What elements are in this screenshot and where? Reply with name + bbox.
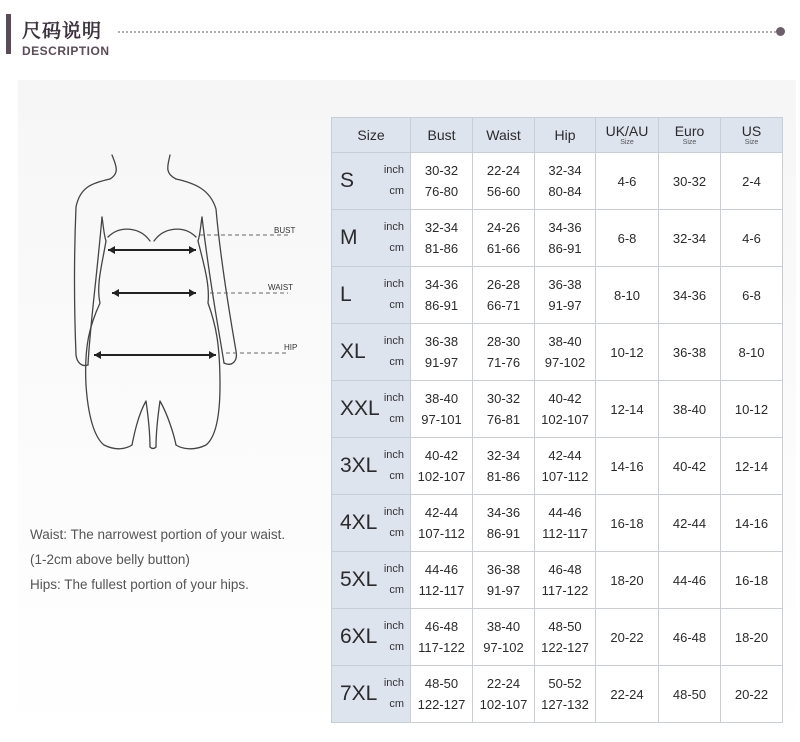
unit-labels: inch cm [383, 221, 404, 254]
header-size: Size [332, 118, 411, 153]
size-label: 3XL [340, 454, 378, 477]
size-cell [332, 666, 411, 723]
right-armpit [198, 217, 202, 241]
body-measurement-figure [60, 145, 320, 465]
hip-cell: 46-48 117-122 [535, 552, 596, 609]
waist-label: WAIST [268, 283, 294, 292]
size-label: XXL [340, 397, 380, 420]
size-cell [332, 324, 411, 381]
unit-labels: inch cm [383, 620, 404, 653]
bust-cell: 30-32 76-80 [411, 153, 473, 210]
right-leg-inner [156, 401, 176, 447]
uk-au-cell: 8-10 [596, 267, 659, 324]
unit-labels: inch cm [383, 335, 404, 368]
us-cell: 2-4 [721, 153, 783, 210]
uk-au-cell: 22-24 [596, 666, 659, 723]
size-label: 4XL [340, 511, 378, 534]
us-cell: 8-10 [721, 324, 783, 381]
header-uk-au: UK/AU Size [596, 118, 659, 153]
table-header-row [332, 118, 783, 153]
hip-cell: 38-40 97-102 [535, 324, 596, 381]
header-euro: Euro Size [659, 118, 721, 153]
size-cell [332, 153, 411, 210]
left-arm-outer [75, 179, 111, 366]
crotch-line [150, 447, 156, 449]
euro-cell: 32-34 [659, 210, 721, 267]
bust-cell: 42-44 107-112 [411, 495, 473, 552]
size-cell [332, 381, 411, 438]
header-us: US Size [721, 118, 783, 153]
uk-au-cell: 14-16 [596, 438, 659, 495]
table-row [332, 324, 783, 381]
table-row [332, 210, 783, 267]
size-label: 7XL [340, 682, 378, 705]
bust-cell: 44-46 112-117 [411, 552, 473, 609]
table-row [332, 666, 783, 723]
unit-labels: inch cm [383, 563, 404, 596]
bust-cell: 32-34 81-86 [411, 210, 473, 267]
unit-labels: inch cm [383, 449, 404, 482]
hip-cell: 42-44 107-112 [535, 438, 596, 495]
uk-au-cell: 16-18 [596, 495, 659, 552]
size-cell [332, 210, 411, 267]
header-waist: Waist [473, 118, 535, 153]
measurement-notes [30, 522, 330, 597]
header-hip: Hip [535, 118, 596, 153]
size-cell [332, 609, 411, 666]
hip-cell: 44-46 112-117 [535, 495, 596, 552]
hip-cell: 50-52 127-132 [535, 666, 596, 723]
table-row [332, 153, 783, 210]
euro-cell: 44-46 [659, 552, 721, 609]
hip-cell: 34-36 86-91 [535, 210, 596, 267]
euro-cell: 36-38 [659, 324, 721, 381]
euro-cell: 40-42 [659, 438, 721, 495]
us-cell: 18-20 [721, 609, 783, 666]
header-bust: Bust [411, 118, 473, 153]
note-waist: Waist: The narrowest portion of your waist. [30, 527, 286, 542]
waist-cell: 34-36 86-91 [473, 495, 535, 552]
size-cell [332, 495, 411, 552]
waist-cell: 30-32 76-81 [473, 381, 535, 438]
waist-cell: 22-24 102-107 [473, 666, 535, 723]
bust-label: BUST [274, 226, 296, 235]
us-cell: 10-12 [721, 381, 783, 438]
us-cell: 12-14 [721, 438, 783, 495]
right-arm-outer [176, 179, 236, 364]
uk-au-cell: 10-12 [596, 324, 659, 381]
waist-cell: 38-40 97-102 [473, 609, 535, 666]
table-row [332, 381, 783, 438]
hip-cell: 40-42 102-107 [535, 381, 596, 438]
left-arm-inner [88, 217, 102, 365]
euro-cell: 42-44 [659, 495, 721, 552]
euro-cell: 48-50 [659, 666, 721, 723]
bust-cell: 46-48 117-122 [411, 609, 473, 666]
header-dotted-line [118, 31, 776, 33]
us-cell: 4-6 [721, 210, 783, 267]
torso-right-side [176, 241, 220, 449]
right-arm-inner [202, 217, 224, 363]
header-subtitle: DESCRIPTION [22, 44, 110, 58]
hip-label: HIP [284, 343, 298, 352]
bust-cup-right [154, 229, 196, 241]
waist-cell: 24-26 61-66 [473, 210, 535, 267]
unit-labels: inch cm [383, 164, 404, 197]
waist-cell: 36-38 91-97 [473, 552, 535, 609]
us-cell: 6-8 [721, 267, 783, 324]
note-waist-hint: (1-2cm above belly button) [30, 552, 190, 567]
bust-cup-left [108, 229, 150, 241]
size-label: XL [340, 340, 366, 363]
table-row [332, 267, 783, 324]
hip-cell: 48-50 122-127 [535, 609, 596, 666]
size-label: 5XL [340, 568, 378, 591]
size-label: S [340, 169, 355, 192]
us-cell: 16-18 [721, 552, 783, 609]
left-armpit [102, 217, 106, 241]
waist-cell: 32-34 81-86 [473, 438, 535, 495]
neck-right-line [168, 155, 176, 179]
size-label: M [340, 226, 358, 249]
euro-cell: 30-32 [659, 153, 721, 210]
unit-labels: inch cm [383, 677, 404, 710]
bust-cell: 36-38 91-97 [411, 324, 473, 381]
size-label: 6XL [340, 625, 378, 648]
unit-labels: inch cm [383, 392, 404, 425]
hip-cell: 32-34 80-84 [535, 153, 596, 210]
size-label: L [340, 283, 352, 306]
neck-left-line [110, 155, 116, 179]
bust-cell: 34-36 86-91 [411, 267, 473, 324]
note-hips: Hips: The fullest portion of your hips. [30, 577, 249, 592]
waist-cell: 22-24 56-60 [473, 153, 535, 210]
uk-au-cell: 18-20 [596, 552, 659, 609]
uk-au-cell: 12-14 [596, 381, 659, 438]
left-leg-inner [132, 401, 150, 447]
uk-au-cell: 20-22 [596, 609, 659, 666]
bust-cell: 48-50 122-127 [411, 666, 473, 723]
section-header [0, 0, 800, 70]
size-cell [332, 267, 411, 324]
waist-cell: 28-30 71-76 [473, 324, 535, 381]
table-row [332, 609, 783, 666]
us-cell: 20-22 [721, 666, 783, 723]
size-cell [332, 438, 411, 495]
unit-labels: inch cm [383, 506, 404, 539]
us-cell: 14-16 [721, 495, 783, 552]
header-title: 尺码说明 [22, 20, 103, 42]
waist-cell: 26-28 66-71 [473, 267, 535, 324]
header-accent-bar [6, 14, 11, 54]
unit-labels: inch cm [383, 278, 404, 311]
bust-cell: 40-42 102-107 [411, 438, 473, 495]
size-cell [332, 552, 411, 609]
euro-cell: 46-48 [659, 609, 721, 666]
torso-left-side [86, 241, 132, 449]
size-chart-table [331, 117, 783, 723]
table-row [332, 552, 783, 609]
uk-au-cell: 6-8 [596, 210, 659, 267]
table-row [332, 438, 783, 495]
table-row [332, 495, 783, 552]
euro-cell: 38-40 [659, 381, 721, 438]
header-end-dot [776, 27, 785, 36]
hip-cell: 36-38 91-97 [535, 267, 596, 324]
euro-cell: 34-36 [659, 267, 721, 324]
bust-cell: 38-40 97-101 [411, 381, 473, 438]
uk-au-cell: 4-6 [596, 153, 659, 210]
